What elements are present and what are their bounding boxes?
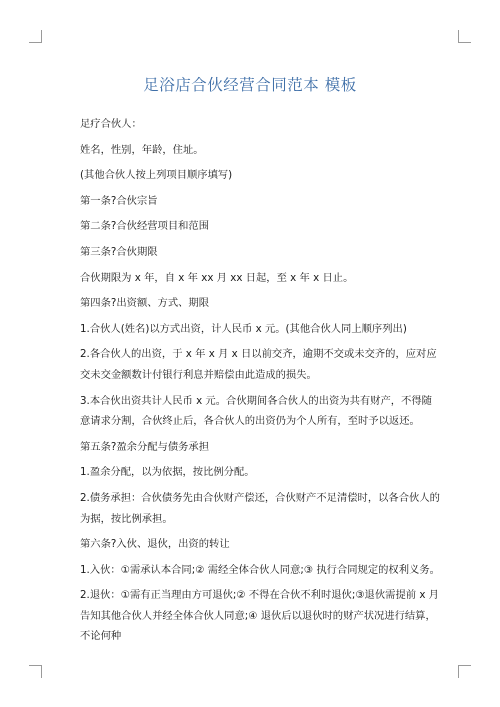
section-heading: 第五条?盈余分配与债务承担 <box>80 440 210 453</box>
paragraph: 1.合伙人(姓名)以方式出资，计人民币 x 元。(其他合伙人同上顺序列出) <box>80 322 407 335</box>
paragraph: 2.债务承担：合伙债务先由合伙财产偿还，合伙财产不足清偿时，以各合伙人的为据，按比例承担。 <box>80 491 440 525</box>
paragraph: 2.退伙：①需有正当理由方可退伙;② 不得在合伙不利时退伙;③退伙需提前 x 月告知其他合伙人并经全体合伙人同意;④ 退伙后以退伙时的财产状况进行结算，不论何种 <box>80 589 439 643</box>
section-heading: 第二条?合伙经营项目和范围 <box>80 220 210 233</box>
paragraph: 足疗合伙人： <box>80 118 142 130</box>
paragraph: 1.入伙：①需承认本合同;② 需经全体合伙人同意;③ 执行合同规定的权利义务。 <box>80 563 440 576</box>
document-title: 足浴店合伙经营合同范本 模板 <box>143 76 357 95</box>
paragraph: 姓名，性别，年龄，住址。 <box>80 143 204 156</box>
section-heading: 第四条?出资额、方式、期限 <box>80 297 210 310</box>
crop-mark-bottom-left <box>29 665 42 678</box>
section-heading: 第六条?入伙、退伙，出资的转让 <box>80 538 230 551</box>
paragraph: (其他合伙人按上列项目顺序填写) <box>80 169 233 182</box>
document-body <box>80 114 442 652</box>
section-heading: 第一条?合伙宗旨 <box>80 194 158 207</box>
paragraph: 1.盈余分配，以为依据，按比例分配。 <box>80 466 255 479</box>
section-heading: 第三条?合伙期限 <box>80 245 158 258</box>
crop-mark-top-left <box>29 30 42 43</box>
paragraph: 2.各合伙人的出资，于 x 年 x 月 x 日以前交齐，逾期不交或未交齐的，应对应交未交金额数计付银行利息并赔偿由此造成的损失。 <box>80 348 437 381</box>
paragraph: 3.本合伙出资共计人民币 x 元。合伙期间各合伙人的出资为共有财产，不得随意请求分割，合伙终止后，各合伙人的出资仍为个人所有，至时予以返还。 <box>80 394 432 428</box>
crop-mark-bottom-right <box>458 665 471 678</box>
crop-mark-top-right <box>458 30 471 43</box>
paragraph: 合伙期限为 x 年，自 x 年 xx 月 xx 日起，至 x 年 x 日止。 <box>80 271 354 284</box>
